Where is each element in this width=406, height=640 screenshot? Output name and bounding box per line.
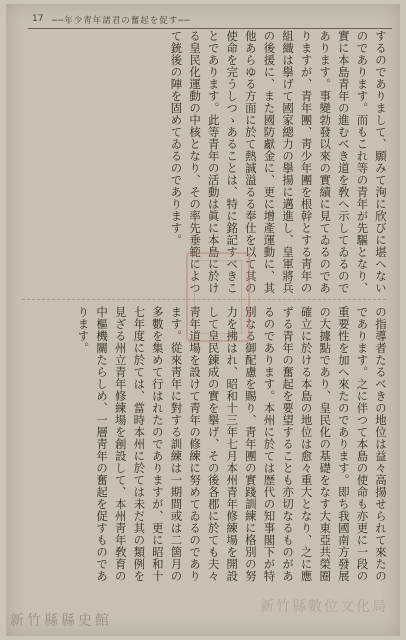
header-rule (28, 28, 392, 29)
seal-inner-border (194, 260, 242, 334)
library-seal-stamp (186, 252, 250, 342)
running-head: ──年少靑年諸君の奮起を促す── (52, 16, 191, 26)
library-mark: 新竹縣縣史館 (10, 613, 112, 629)
lower-text-block (22, 306, 390, 588)
upper-paragraph: するのでありまして、願みて洵に欣びに堪へないのであります。而もこれ等の青年が先驅となり、實に本島青年の進むべき道を敎へ示してゐるのであります。事變勃發以來の實績に見てゐるのでありますが、青年團、靑少年團を根幹とする靑年の組織は擧げて國家總力の擧揚に邁進し、皇軍將兵の後援に、また國防獻金に、更に增產運動に、其他あらゆる方面に於て熱誠溢るる奉仕を以て其の使命を完うしつゝあることは、特に銘記すべきことであります。此等青年の活動は眞に本島に於ける皇民化運動の中核となり、その率先垂範によつて銃後の陣を固めてゐるのであります。 (169, 30, 388, 294)
archive-watermark: 新竹縣數位文化局 (260, 599, 388, 615)
lower-paragraph: の指導者たるべきの地位は益々高揚せられて來たのであります。之に伴つて本島の使命も亦更に一段の重要性を加へ來たのであります。即ち我國南方發展の大據點であり、皇民化の基礎をなす大東亞共榮圈確立に於ける本島の地位は愈々重大となり、之に應ずる青年の奮起を要望することも亦切なるものがあるのであります。本州に於ては歴代の知事閣下が特別なる御配慮を賜り、靑年團の實踐訓練に格別の努力を拂はれ、昭和十三年七月本州青年修練場を開設して皇民鍊成の實を擧げ、その後各郡に於ても夫々靑年道場を設けて靑年の修練に努めてゐるのであります。從來靑年に對する訓練は一期間或は二箇月の多數を集めて行はれたのでありますが、更に昭和十七年度に於ては、當時本州に於ては未だ其の類例を見ざる州立青年修練場を創設して、本州靑年敎育の中樞機關たらしめ、一層靑年の奮起を促すものであります。 (76, 306, 388, 582)
page-number: 17 (32, 14, 44, 24)
